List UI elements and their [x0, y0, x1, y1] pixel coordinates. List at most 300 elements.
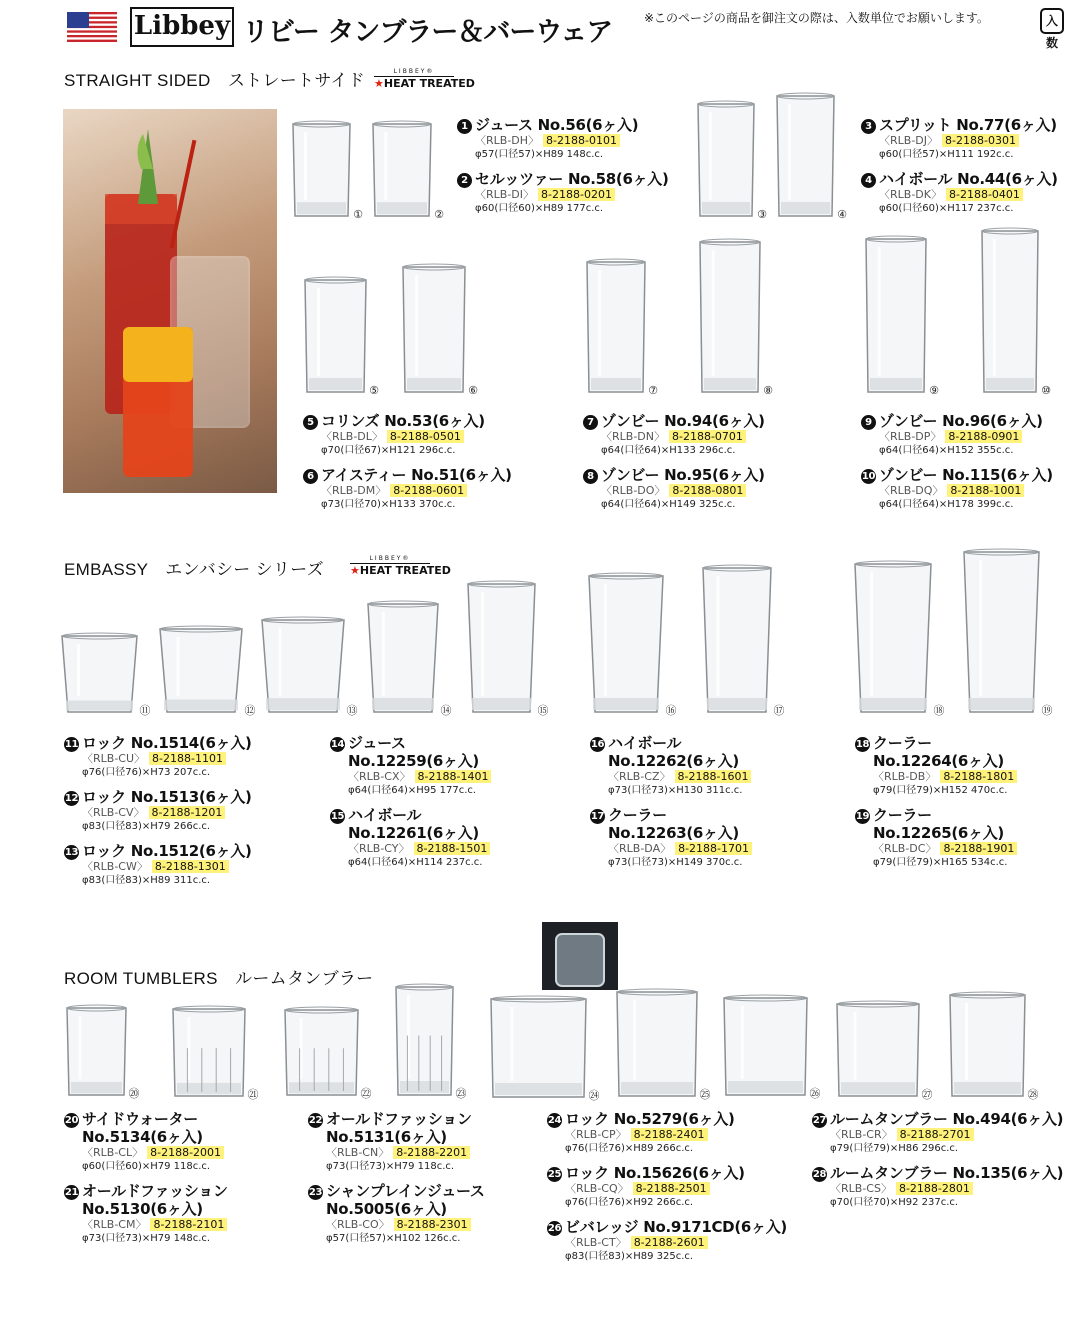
- product-name: [583, 412, 765, 430]
- glass-number-label: ⑦: [648, 384, 658, 397]
- product-name: [855, 806, 1017, 824]
- product-name-text: クーラー: [873, 734, 932, 752]
- product-code: 〈RLB-CP〉: [565, 1128, 627, 1141]
- product-name-text: サイドウォーター: [82, 1110, 198, 1128]
- product-name-text: オールドファッション: [326, 1110, 472, 1128]
- product-item: [308, 1182, 485, 1245]
- product-model: No.12261(6ヶ入): [348, 824, 479, 842]
- glass-number-label: ⑬: [346, 704, 358, 717]
- product-name: [547, 1218, 787, 1236]
- glass-5: [305, 277, 366, 392]
- product-spec: φ64(口径64)×H133 296c.c.: [601, 445, 736, 456]
- product-sku: 8-2188-0801: [669, 484, 746, 497]
- product-item: [64, 1182, 228, 1245]
- product-spec: φ60(口径60)×H117 237c.c.: [879, 203, 1014, 214]
- product-codes: [308, 1146, 472, 1160]
- product-name: [303, 412, 485, 430]
- product-sku: 8-2188-1801: [940, 770, 1017, 783]
- product-code: 〈RLB-CN〉: [326, 1146, 390, 1159]
- product-sku: 8-2188-2401: [631, 1128, 708, 1141]
- glass-4: [777, 93, 834, 216]
- product-number-badge: 11: [64, 739, 79, 750]
- quantity-unit-icon: 入数: [1040, 8, 1064, 34]
- product-item: [855, 806, 1017, 869]
- product-name: [547, 1164, 745, 1182]
- product-item: [64, 842, 252, 887]
- product-name-text: ロック No.15626(6ヶ入): [565, 1164, 745, 1182]
- glass-28: [950, 992, 1025, 1096]
- product-item: [583, 412, 765, 457]
- product-sku: 8-2188-0601: [390, 484, 467, 497]
- product-spec: φ83(口径83)×H89 325c.c.: [565, 1251, 694, 1262]
- product-sku: 8-2188-0101: [543, 134, 620, 147]
- product-name-text: ルームタンブラー No.494(6ヶ入): [830, 1110, 1064, 1128]
- glass-number-label: ㉗: [921, 1088, 933, 1101]
- product-name: [861, 412, 1043, 430]
- product-code: 〈RLB-CZ〉: [608, 770, 671, 783]
- product-name: [812, 1164, 1063, 1182]
- product-name: [457, 116, 638, 134]
- product-item: [64, 1110, 224, 1173]
- product-sku: 8-2188-2201: [393, 1146, 470, 1159]
- product-spec: φ57(口径57)×H89 148c.c.: [475, 149, 604, 160]
- glass-number-label: ①: [353, 208, 363, 221]
- product-number-badge: 10: [861, 471, 876, 482]
- product-code: 〈RLB-DI〉: [475, 188, 535, 201]
- product-codes: [590, 842, 752, 856]
- product-code: 〈RLB-CV〉: [82, 806, 145, 819]
- product-codes: [855, 770, 1017, 784]
- product-spec: φ79(口径79)×H86 296c.c.: [830, 1143, 959, 1154]
- product-number-badge: 1: [457, 119, 472, 134]
- product-model: No.5130(6ヶ入): [82, 1200, 203, 1218]
- product-item: [64, 734, 252, 779]
- product-code: 〈RLB-DH〉: [475, 134, 540, 147]
- product-name-text: ロック No.5279(6ヶ入): [565, 1110, 735, 1128]
- product-item: [457, 170, 669, 215]
- product-name-text: ゾンビー No.115(6ヶ入): [879, 466, 1053, 484]
- product-spec: φ83(口径83)×H79 266c.c.: [82, 821, 211, 832]
- product-code: 〈RLB-DL〉: [321, 430, 383, 443]
- heat-treated-badge: LIBBEY® ★HEAT TREATED: [374, 68, 475, 90]
- product-spec: φ60(口径60)×H89 177c.c.: [475, 203, 604, 214]
- product-codes: [855, 842, 1017, 856]
- glass-number-label: ㉘: [1027, 1088, 1039, 1101]
- product-name: [861, 116, 1057, 134]
- product-codes: [457, 188, 669, 202]
- product-sku: 8-2188-0701: [669, 430, 746, 443]
- product-sku: 8-2188-1901: [940, 842, 1017, 855]
- product-spec: φ64(口径64)×H95 177c.c.: [348, 785, 477, 796]
- product-code: 〈RLB-CT〉: [565, 1236, 627, 1249]
- product-item: [583, 466, 765, 511]
- product-name-text: ゾンビー No.94(6ヶ入): [601, 412, 765, 430]
- product-name: [583, 466, 765, 484]
- glass-number-label: ⑩: [1041, 384, 1051, 397]
- product-item: [547, 1164, 745, 1209]
- product-name-text: ハイボール: [348, 806, 422, 824]
- product-name: [861, 466, 1053, 484]
- product-code: 〈RLB-CO〉: [326, 1218, 390, 1231]
- glass-1: [293, 121, 350, 216]
- glass-23: [396, 984, 453, 1095]
- product-code: 〈RLB-DA〉: [608, 842, 672, 855]
- product-sku: 8-2188-0301: [942, 134, 1019, 147]
- product-codes: [303, 430, 485, 444]
- product-codes: [590, 770, 751, 784]
- product-name: [330, 806, 490, 824]
- product-spec: φ57(口径57)×H102 126c.c.: [326, 1233, 461, 1244]
- section-title-straight: STRAIGHT SIDED ストレートサイド: [64, 71, 366, 90]
- product-name-text: スプリット No.77(6ヶ入): [879, 116, 1057, 134]
- product-sku: 8-2188-2501: [633, 1182, 710, 1195]
- product-code: 〈RLB-DJ〉: [879, 134, 939, 147]
- product-number-badge: 16: [590, 739, 605, 750]
- glass-number-label: ⑭: [440, 704, 452, 717]
- glass-19: [964, 549, 1039, 712]
- product-item: [861, 466, 1053, 511]
- product-number-badge: 3: [861, 119, 876, 134]
- product-number-badge: 8: [583, 469, 598, 484]
- product-name: [64, 1110, 224, 1128]
- product-codes: [64, 806, 252, 820]
- section-title-room: ROOM TUMBLERS ルームタンブラー: [64, 969, 374, 988]
- product-codes: [861, 188, 1058, 202]
- product-sku: 8-2188-0501: [387, 430, 464, 443]
- product-item: [308, 1110, 472, 1173]
- product-number-badge: 5: [303, 415, 318, 430]
- product-spec: φ79(口径79)×H152 470c.c.: [873, 785, 1008, 796]
- product-name-text: アイスティー No.51(6ヶ入): [321, 466, 512, 484]
- product-code: 〈RLB-DO〉: [601, 484, 666, 497]
- product-spec: φ73(口径70)×H133 370c.c.: [321, 499, 456, 510]
- product-sku: 8-2188-1701: [675, 842, 752, 855]
- product-code: 〈RLB-CL〉: [82, 1146, 144, 1159]
- product-name-text: ロック No.1512(6ヶ入): [82, 842, 252, 860]
- product-model: No.12264(6ヶ入): [873, 752, 1004, 770]
- product-code: 〈RLB-CY〉: [348, 842, 410, 855]
- product-number-badge: 21: [64, 1187, 79, 1198]
- product-model: No.12259(6ヶ入): [348, 752, 479, 770]
- product-codes: [583, 430, 765, 444]
- glass-number-label: ⑪: [139, 704, 151, 717]
- glass-15: [468, 581, 535, 712]
- product-number-badge: 24: [547, 1115, 562, 1126]
- glass-number-label: ⑥: [468, 384, 478, 397]
- section-title-embassy: EMBASSY エンバシー シリーズ: [64, 560, 324, 579]
- glass-10: [982, 228, 1038, 392]
- product-codes: [547, 1236, 787, 1250]
- product-number-badge: 23: [308, 1187, 323, 1198]
- glass-13: [262, 617, 344, 712]
- product-sku: 8-2188-1001: [947, 484, 1024, 497]
- product-number-badge: 27: [812, 1115, 827, 1126]
- product-model: No.12262(6ヶ入): [608, 752, 739, 770]
- glass-number-label: ㉒: [360, 1087, 372, 1100]
- glass-number-label: ⑧: [763, 384, 773, 397]
- product-name: [308, 1110, 472, 1128]
- product-number-badge: 25: [547, 1169, 562, 1180]
- product-number-badge: 20: [64, 1115, 79, 1126]
- product-sku: 8-2188-1201: [149, 806, 226, 819]
- glass-9: [866, 236, 926, 392]
- product-spec: φ83(口径83)×H89 311c.c.: [82, 875, 211, 886]
- product-number-badge: 18: [855, 739, 870, 750]
- glass-8: [700, 239, 760, 392]
- product-codes: [583, 484, 765, 498]
- product-model: No.12263(6ヶ入): [608, 824, 739, 842]
- glass-7: [587, 259, 645, 392]
- product-sku: 8-2188-1101: [149, 752, 226, 765]
- product-number-badge: 9: [861, 415, 876, 430]
- product-item: [812, 1164, 1063, 1209]
- product-item: [547, 1110, 735, 1155]
- product-item: [64, 788, 252, 833]
- product-item: [861, 412, 1043, 457]
- product-model: No.5005(6ヶ入): [326, 1200, 447, 1218]
- glass-11: [62, 633, 137, 712]
- product-name: [812, 1110, 1063, 1128]
- product-name: [547, 1110, 735, 1128]
- product-spec: φ79(口径79)×H165 534c.c.: [873, 857, 1008, 868]
- glass-27: [837, 1001, 919, 1096]
- product-number-badge: 2: [457, 173, 472, 188]
- glass-25: [617, 989, 697, 1096]
- product-codes: [861, 484, 1053, 498]
- product-item: [547, 1218, 787, 1263]
- product-sku: 8-2188-0401: [946, 188, 1023, 201]
- product-item: [303, 412, 485, 457]
- product-code: 〈RLB-CR〉: [830, 1128, 893, 1141]
- glass-17: [703, 565, 771, 712]
- product-model: No.5131(6ヶ入): [326, 1128, 447, 1146]
- product-name: [590, 734, 751, 752]
- product-sku: 8-2188-2101: [150, 1218, 227, 1231]
- product-name: [330, 734, 491, 752]
- glass-number-label: ⑮: [537, 704, 549, 717]
- product-sku: 8-2188-2801: [896, 1182, 973, 1195]
- product-number-badge: 17: [590, 811, 605, 822]
- inset-photo: [542, 922, 618, 990]
- product-sku: 8-2188-0201: [538, 188, 615, 201]
- product-name-text: ゾンビー No.95(6ヶ入): [601, 466, 765, 484]
- product-sku: 8-2188-2301: [394, 1218, 471, 1231]
- product-codes: [812, 1182, 1063, 1196]
- product-number-badge: 4: [861, 173, 876, 188]
- product-name: [303, 466, 512, 484]
- product-name: [64, 734, 252, 752]
- product-codes: [64, 1146, 224, 1160]
- glass-number-label: ③: [757, 208, 767, 221]
- glass-number-label: ⑨: [929, 384, 939, 397]
- product-codes: [861, 430, 1043, 444]
- product-number-badge: 28: [812, 1169, 827, 1180]
- glass-number-label: ⑰: [773, 704, 785, 717]
- glass-number-label: ⑫: [244, 704, 256, 717]
- product-name: [590, 806, 752, 824]
- product-codes: [303, 484, 512, 498]
- product-code: 〈RLB-DQ〉: [879, 484, 944, 497]
- product-name-text: クーラー: [608, 806, 667, 824]
- product-item: [330, 806, 490, 869]
- glass-number-label: ⑯: [665, 704, 677, 717]
- product-code: 〈RLB-CX〉: [348, 770, 411, 783]
- product-code: 〈RLB-DM〉: [321, 484, 387, 497]
- product-number-badge: 19: [855, 811, 870, 822]
- product-item: [303, 466, 512, 511]
- product-name: [855, 734, 1017, 752]
- product-code: 〈RLB-DB〉: [873, 770, 937, 783]
- product-codes: [64, 752, 252, 766]
- product-sku: 8-2188-1501: [414, 842, 491, 855]
- product-code: 〈RLB-CQ〉: [565, 1182, 629, 1195]
- product-codes: [308, 1218, 485, 1232]
- product-item: [590, 806, 752, 869]
- glass-16: [589, 573, 663, 712]
- product-sku: 8-2188-1601: [675, 770, 752, 783]
- product-name-text: ハイボール No.44(6ヶ入): [879, 170, 1058, 188]
- product-item: [855, 734, 1017, 797]
- glass-number-label: ㉖: [809, 1087, 821, 1100]
- product-code: 〈RLB-CS〉: [830, 1182, 892, 1195]
- glass-number-label: ㉑: [247, 1088, 259, 1101]
- product-name-text: セルッツァー No.58(6ヶ入): [475, 170, 669, 188]
- product-codes: [861, 134, 1057, 148]
- product-spec: φ76(口径76)×H73 207c.c.: [82, 767, 211, 778]
- product-codes: [547, 1182, 745, 1196]
- product-spec: φ76(口径76)×H92 266c.c.: [565, 1197, 694, 1208]
- product-number-badge: 6: [303, 469, 318, 484]
- product-codes: [330, 770, 491, 784]
- product-sku: 8-2188-1401: [415, 770, 492, 783]
- order-note: ※このページの商品を御注文の際は、入数単位でお願いします。: [644, 11, 989, 25]
- glass-number-label: ㉕: [699, 1088, 711, 1101]
- glass-number-label: ②: [434, 208, 444, 221]
- product-number-badge: 12: [64, 793, 79, 804]
- product-item: [861, 116, 1057, 161]
- product-number-badge: 15: [330, 811, 345, 822]
- glass-2: [373, 121, 431, 216]
- glass-number-label: ⑱: [933, 704, 945, 717]
- product-spec: φ76(口径76)×H89 266c.c.: [565, 1143, 694, 1154]
- product-code: 〈RLB-CW〉: [82, 860, 148, 873]
- glass-number-label: ㉓: [455, 1087, 467, 1100]
- product-item: [812, 1110, 1063, 1155]
- page-title: リビー タンブラー＆バーウェア: [242, 17, 613, 48]
- product-sku: 8-2188-2701: [897, 1128, 974, 1141]
- product-name-text: ルームタンブラー No.135(6ヶ入): [830, 1164, 1064, 1182]
- product-code: 〈RLB-CM〉: [82, 1218, 147, 1231]
- product-number-badge: 13: [64, 847, 79, 858]
- product-spec: φ64(口径64)×H152 355c.c.: [879, 445, 1014, 456]
- product-name-text: ジュース No.56(6ヶ入): [475, 116, 639, 134]
- product-name-text: オールドファッション: [82, 1182, 228, 1200]
- product-name-text: ロック No.1514(6ヶ入): [82, 734, 252, 752]
- product-spec: φ73(口径73)×H130 311c.c.: [608, 785, 743, 796]
- heat-treated-badge: LIBBEY® ★HEAT TREATED: [350, 555, 451, 577]
- product-item: [457, 116, 638, 161]
- product-spec: φ73(口径73)×H79 148c.c.: [82, 1233, 211, 1244]
- glass-number-label: ⑳: [128, 1087, 140, 1100]
- product-codes: [64, 1218, 228, 1232]
- product-codes: [547, 1128, 735, 1142]
- glass-14: [368, 601, 438, 712]
- product-spec: φ60(口径57)×H111 192c.c.: [879, 149, 1014, 160]
- product-name-text: ゾンビー No.96(6ヶ入): [879, 412, 1043, 430]
- product-name: [861, 170, 1058, 188]
- product-number-badge: 26: [547, 1223, 562, 1234]
- product-code: 〈RLB-DN〉: [601, 430, 665, 443]
- product-codes: [812, 1128, 1063, 1142]
- product-item: [590, 734, 751, 797]
- product-code: 〈RLB-CU〉: [82, 752, 146, 765]
- product-name-text: コリンズ No.53(6ヶ入): [321, 412, 485, 430]
- product-name-text: ビバレッジ No.9171CD(6ヶ入): [565, 1218, 787, 1236]
- product-name-text: ハイボール: [608, 734, 682, 752]
- product-number-badge: 22: [308, 1115, 323, 1126]
- product-name-text: シャンプレインジュース: [326, 1182, 485, 1200]
- product-spec: φ64(口径64)×H114 237c.c.: [348, 857, 483, 868]
- product-name: [64, 788, 252, 806]
- product-code: 〈RLB-DC〉: [873, 842, 937, 855]
- glass-22: [285, 1007, 358, 1095]
- product-spec: φ64(口径64)×H178 399c.c.: [879, 499, 1014, 510]
- product-name: [308, 1182, 485, 1200]
- product-name: [64, 1182, 228, 1200]
- glass-number-label: ⑤: [369, 384, 379, 397]
- product-sku: 8-2188-0901: [945, 430, 1022, 443]
- glass-24: [491, 996, 586, 1097]
- glass-26: [724, 995, 807, 1095]
- glass-number-label: ⑲: [1041, 704, 1053, 717]
- product-name: [457, 170, 669, 188]
- product-code: 〈RLB-DP〉: [879, 430, 942, 443]
- product-spec: φ60(口径60)×H79 118c.c.: [82, 1161, 211, 1172]
- glass-number-label: ㉔: [588, 1089, 600, 1102]
- glass-21: [173, 1006, 245, 1096]
- glass-18: [855, 561, 931, 712]
- product-sku: 8-2188-1301: [152, 860, 229, 873]
- product-name: [64, 842, 252, 860]
- product-name-text: ジュース: [348, 734, 406, 752]
- libbey-logo: Libbey: [130, 7, 234, 47]
- product-codes: [64, 860, 252, 874]
- product-sku: 8-2188-2001: [147, 1146, 224, 1159]
- glass-3: [698, 101, 754, 216]
- glass-6: [403, 264, 465, 392]
- product-code: 〈RLB-DK〉: [879, 188, 942, 201]
- product-codes: [457, 134, 638, 148]
- product-spec: φ70(口径67)×H121 296c.c.: [321, 445, 456, 456]
- glass-20: [67, 1005, 126, 1095]
- product-number-badge: 14: [330, 739, 345, 750]
- product-name-text: クーラー: [873, 806, 932, 824]
- glass-12: [160, 626, 242, 712]
- product-name-text: ロック No.1513(6ヶ入): [82, 788, 252, 806]
- product-spec: φ64(口径64)×H149 325c.c.: [601, 499, 736, 510]
- product-item: [861, 170, 1058, 215]
- product-spec: φ73(口径73)×H79 118c.c.: [326, 1161, 455, 1172]
- product-item: [330, 734, 491, 797]
- product-sku: 8-2188-2601: [631, 1236, 708, 1249]
- product-model: No.5134(6ヶ入): [82, 1128, 203, 1146]
- product-number-badge: 7: [583, 415, 598, 430]
- product-spec: φ70(口径70)×H92 237c.c.: [830, 1197, 959, 1208]
- product-codes: [330, 842, 490, 856]
- glass-number-label: ④: [837, 208, 847, 221]
- product-model: No.12265(6ヶ入): [873, 824, 1004, 842]
- product-spec: φ73(口径73)×H149 370c.c.: [608, 857, 743, 868]
